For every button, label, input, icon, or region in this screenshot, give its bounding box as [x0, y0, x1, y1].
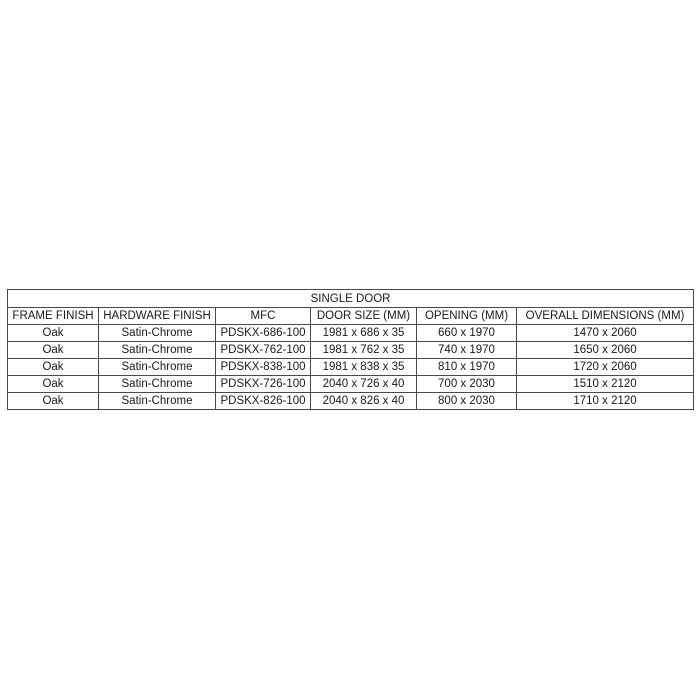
table-title: SINGLE DOOR	[8, 290, 694, 308]
cell-hardware-finish: Satin-Chrome	[99, 376, 216, 393]
table-row	[8, 376, 694, 393]
cell-mfc: PDSKX-826-100	[216, 393, 311, 410]
cell-hardware-finish: Satin-Chrome	[99, 393, 216, 410]
cell-frame-finish: Oak	[8, 342, 99, 359]
table-row	[8, 359, 694, 376]
table-header-row	[8, 308, 694, 325]
cell-overall-dimensions: 1710 x 2120	[517, 393, 694, 410]
cell-overall-dimensions: 1470 x 2060	[517, 325, 694, 342]
cell-frame-finish: Oak	[8, 325, 99, 342]
single-door-spec-table	[7, 289, 694, 410]
table-row	[8, 325, 694, 342]
header-door-size: DOOR SIZE (MM)	[311, 308, 417, 325]
cell-mfc: PDSKX-762-100	[216, 342, 311, 359]
cell-door-size: 1981 x 686 x 35	[311, 325, 417, 342]
cell-door-size: 2040 x 826 x 40	[311, 393, 417, 410]
cell-opening: 740 x 1970	[417, 342, 517, 359]
cell-mfc: PDSKX-726-100	[216, 376, 311, 393]
cell-opening: 660 x 1970	[417, 325, 517, 342]
table-title-row	[8, 290, 694, 308]
cell-mfc: PDSKX-838-100	[216, 359, 311, 376]
header-overall-dimensions: OVERALL DIMENSIONS (MM)	[517, 308, 694, 325]
cell-door-size: 2040 x 726 x 40	[311, 376, 417, 393]
table-row	[8, 342, 694, 359]
header-hardware-finish: HARDWARE FINISH	[99, 308, 216, 325]
cell-mfc: PDSKX-686-100	[216, 325, 311, 342]
header-opening: OPENING (MM)	[417, 308, 517, 325]
cell-opening: 800 x 2030	[417, 393, 517, 410]
cell-overall-dimensions: 1650 x 2060	[517, 342, 694, 359]
cell-door-size: 1981 x 762 x 35	[311, 342, 417, 359]
cell-door-size: 1981 x 838 x 35	[311, 359, 417, 376]
cell-hardware-finish: Satin-Chrome	[99, 325, 216, 342]
cell-frame-finish: Oak	[8, 393, 99, 410]
cell-hardware-finish: Satin-Chrome	[99, 342, 216, 359]
cell-opening: 700 x 2030	[417, 376, 517, 393]
cell-hardware-finish: Satin-Chrome	[99, 359, 216, 376]
cell-frame-finish: Oak	[8, 359, 99, 376]
cell-overall-dimensions: 1720 x 2060	[517, 359, 694, 376]
cell-frame-finish: Oak	[8, 376, 99, 393]
cell-opening: 810 x 1970	[417, 359, 517, 376]
header-mfc: MFC	[216, 308, 311, 325]
table-row	[8, 393, 694, 410]
header-frame-finish: FRAME FINISH	[8, 308, 99, 325]
cell-overall-dimensions: 1510 x 2120	[517, 376, 694, 393]
